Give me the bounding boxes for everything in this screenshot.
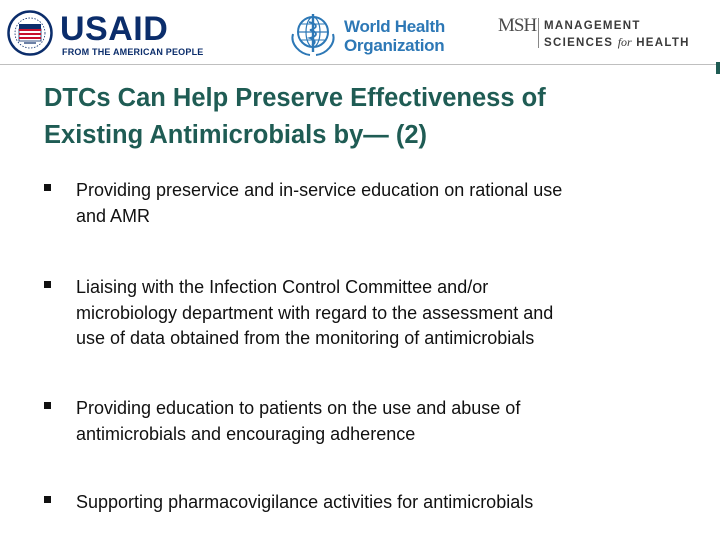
usaid-seal-icon xyxy=(6,10,54,56)
usaid-tagline: FROM THE AMERICAN PEOPLE xyxy=(62,47,204,57)
slide-title xyxy=(44,80,694,154)
header-divider xyxy=(0,64,720,65)
bullet-square-icon xyxy=(44,184,51,191)
bullet-1-line-2: and AMR xyxy=(76,205,151,226)
msh-mark: MSH xyxy=(498,15,537,36)
msh-name-line-1: MANAGEMENT xyxy=(544,20,641,32)
bullet-3-line-1: Providing education to patients on the use and abuse of xyxy=(76,398,521,418)
bullet-4-line-1: Supporting pharmacovigilance activities for antimicrobials xyxy=(76,492,534,512)
bullet-text-1 xyxy=(76,178,562,229)
usaid-wordmark: USAID xyxy=(60,10,169,48)
slide-title-line-2: Existing Antimicrobials by— (2) xyxy=(44,121,428,149)
bullet-text-2 xyxy=(76,275,553,352)
bullet-2-line-1: Liaising with the Infection Control Committee and/or xyxy=(76,277,489,297)
msh-divider xyxy=(538,18,539,48)
who-name xyxy=(344,17,445,55)
who-logo xyxy=(288,10,448,58)
msh-name-line-2-suffix: HEALTH xyxy=(631,37,690,49)
header-edge-accent xyxy=(716,62,720,74)
bullet-3-line-2: antimicrobials and encouraging adherence xyxy=(76,423,416,444)
bullet-square-icon xyxy=(44,496,51,503)
who-name-line-2: Organization xyxy=(344,36,445,55)
msh-name xyxy=(544,18,690,51)
slide-title-line-1: DTCs Can Help Preserve Effectiveness of xyxy=(44,84,546,112)
logo-bar xyxy=(0,0,720,62)
who-name-line-1: World Health xyxy=(344,17,445,36)
usaid-logo xyxy=(6,10,204,57)
bullet-2-line-2: microbiology department with regard to the assessment and xyxy=(76,302,554,323)
msh-logo xyxy=(498,15,708,55)
bullet-square-icon xyxy=(44,281,51,288)
bullet-square-icon xyxy=(44,402,51,409)
msh-name-line-2 xyxy=(544,34,690,51)
bullet-text-3 xyxy=(76,396,520,447)
bullet-2-line-3: use of data obtained from the monitoring of antimicrobials xyxy=(76,328,535,348)
bullet-text-4 xyxy=(76,490,533,516)
bullet-1-line-1: Providing preservice and in-service education on rational use xyxy=(76,180,563,200)
msh-name-line-2-prefix: SCIENCES xyxy=(544,37,618,49)
msh-name-line-2-italic: for xyxy=(617,35,632,49)
who-emblem-icon xyxy=(288,10,338,58)
